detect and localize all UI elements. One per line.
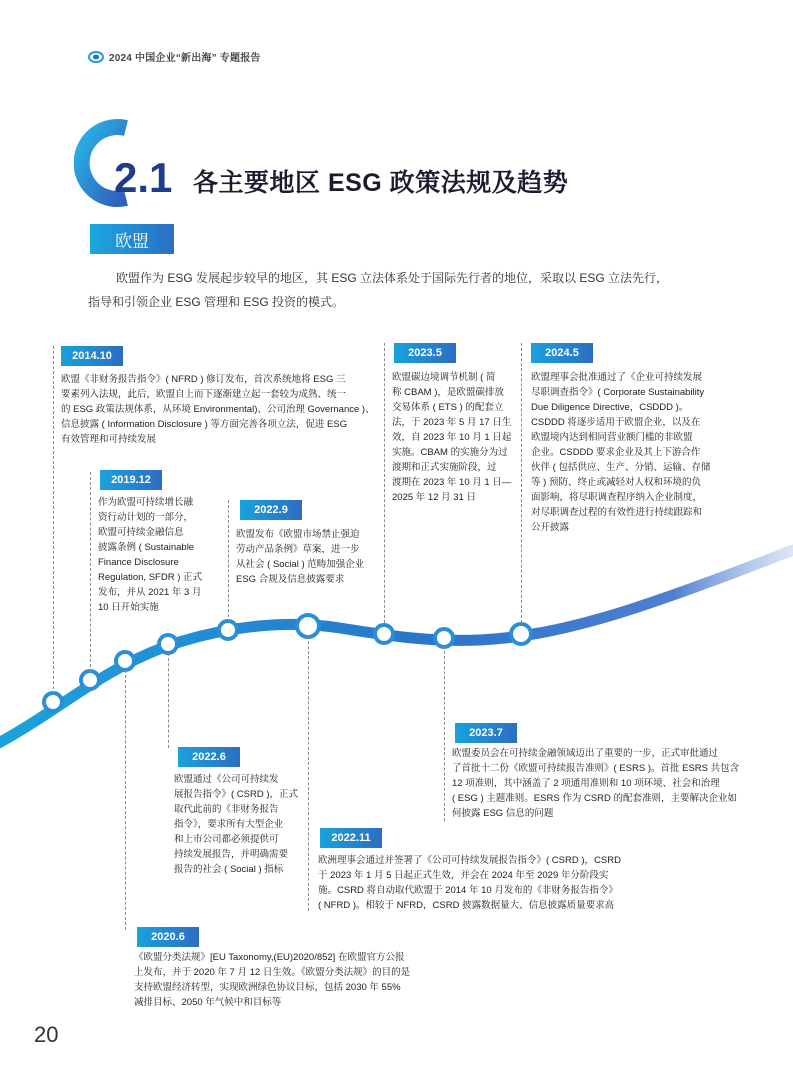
- connector-2023-7: [444, 646, 445, 821]
- connector-2022-11: [308, 636, 309, 911]
- date-badge-2023-5: 2023.5: [394, 343, 456, 363]
- timeline-node-2020-6: [116, 652, 134, 670]
- intro-line-2: 指导和引领企业 ESG 管理和 ESG 投资的模式。: [88, 295, 345, 309]
- intro-paragraph: [88, 266, 708, 314]
- timeline-node-2023-7: [435, 629, 453, 647]
- timeline-node-2022-9: [219, 621, 237, 639]
- connector-2022-9: [228, 500, 229, 622]
- date-badge-2023-7: 2023.7: [455, 723, 517, 743]
- date-badge-2022-11: 2022.11: [320, 828, 382, 848]
- event-2019-12: 作为欧盟可持续增长融 资行动计划的一部分， 欧盟可持续金融信息 披露条例 ( Sustainable Finance Disclosure Regulation, SFDR ) 正式 发布，并从 2021 年 3 月 10 日开始实施: [98, 497, 203, 613]
- ring-logo-icon: [88, 51, 104, 63]
- timeline-node-2014-10: [44, 693, 62, 711]
- event-2022-6: 欧盟通过《公司可持续发 展报告指令》( CSRD )，正式 取代此前的《非财务报告 指令》，要求所有大型企业 和上市公司都必须提供可 持续发展报告，并明确需要 报告的社会 ( Social ) 指标: [174, 774, 299, 875]
- connector-2020-6: [125, 670, 126, 930]
- timeline-node-2024-5: [511, 624, 531, 644]
- report-header: [88, 49, 261, 64]
- event-2014-10: 欧盟《非财务报告指令》( NFRD ) 修订发布，首次系统地将 ESG 三 要素列入法规，此后，欧盟自上而下逐渐建立起一套较为成熟、统一 的 ESG 政策法规体系，从环境 Environmental)、公司治理 Governance )、 信息披露 ( Information Disclosure ) 等方面完善各项立法，促进 ESG 有效管理和可持续发展: [61, 374, 375, 445]
- connector-2024-5: [521, 343, 522, 623]
- event-2020-6: 《欧盟分类法规》[EU Taxonomy,(EU)2020/852] 在欧盟官方公报 上发布，并于 2020 年 7 月 12 日生效。《欧盟分类法规》的目的是 支持欧盟经济转型，实现欧洲绿色协议目标，包括 2030 年 55% 减排目标、2050 年气候中和目标等: [134, 952, 411, 1008]
- connector-2023-5: [384, 343, 385, 623]
- date-badge-2022-9: 2022.9: [240, 500, 302, 520]
- report-title: 2024 中国企业“新出海” 专题报告: [109, 53, 261, 64]
- date-badge-2019-12: 2019.12: [100, 470, 162, 490]
- event-2022-11: 欧洲理事会通过并签署了《公司可持续发展报告指令》( CSRD )，CSRD 于 2023 年 1 月 5 日起正式生效，并会在 2024 年至 2029 年分阶段实 施。CSRD 将自动取代欧盟于 2014 年 10 月发布的《非财务报告指令》 ( NFRD )。相较于 NFRD，CSRD 披露数据量大、信息披露质量要求高: [318, 855, 621, 911]
- page-number: 20: [34, 1022, 59, 1047]
- event-2024-5: 欧盟理事会批准通过了《企业可持续发展 尽职调查指令》( Corporate Sustainability Due Diligence Directive，CSDDD )。 CSDDD 将逐步适用于欧盟企业，以及在 欧盟境内达到相同营业额门槛的非欧盟 企业。CSDDD 要求企业及其上下游合作 伙伴 ( 包括供应、生产、分销、运输、存储 等 ) 预防、终止或减轻对人权和环境的负 面影响，将尽职调查程序纳入企业制度， 对尽职调查过程的有效性进行持续跟踪和 公开披露: [531, 372, 711, 533]
- chapter-number: 2.1: [114, 154, 173, 201]
- connector-2014-10: [53, 346, 54, 694]
- connector-2019-12: [90, 472, 91, 672]
- connector-2022-6: [168, 653, 169, 748]
- date-badge-2024-5: 2024.5: [531, 343, 593, 363]
- timeline-node-2019-12: [81, 671, 99, 689]
- event-2023-5: 欧盟碳边境调节机制 ( 简 称 CBAM )，是欧盟碳排放 交易体系 ( ETS ) 的配套立 法，于 2023 年 5 月 17 日生 效，自 2023 年 10 月 1 日起 实施。CBAM 的实施分为过 渡期和正式实施阶段，过 渡期在 2023 年 10 月 1 日— 2025 年 12 月 31 日: [392, 372, 512, 503]
- date-badge-2014-10: 2014.10: [61, 346, 123, 366]
- event-2022-9: 欧盟发布《欧盟市场禁止强迫 劳动产品条例》草案，进一步 从社会 ( Social ) 范畴加强企业 ESG 合规及信息披露要求: [236, 529, 365, 585]
- timeline-node-2022-11: [297, 615, 319, 637]
- date-badge-2022-6: 2022.6: [178, 747, 240, 767]
- event-2023-7: 欧盟委员会在可持续金融领域迈出了重要的一步，正式审批通过 了首批十二份《欧盟可持续报告准则》( ESRS )。首批 ESRS 共包含 12 项准则，其中涵盖了 2 项通用准则和 10 项环境、社会和治理 ( ESG ) 主题准则。ESRS 作为 CSRD 的配套准则，主要解决企业如 何披露 ESG 信息的问题: [452, 748, 740, 819]
- date-badge-2020-6: 2020.6: [137, 927, 199, 947]
- timeline-node-2022-6: [159, 635, 177, 653]
- region-tag: 欧盟: [90, 224, 174, 254]
- chapter-title: 各主要地区 ESG 政策法规及趋势: [193, 169, 569, 197]
- timeline-node-2023-5: [375, 625, 393, 643]
- intro-line-1: 欧盟作为 ESG 发展起步较早的地区，其 ESG 立法体系处于国际先行者的地位，采取以 ESG 立法先行，: [116, 271, 669, 285]
- chapter-number-graphic: [74, 118, 184, 208]
